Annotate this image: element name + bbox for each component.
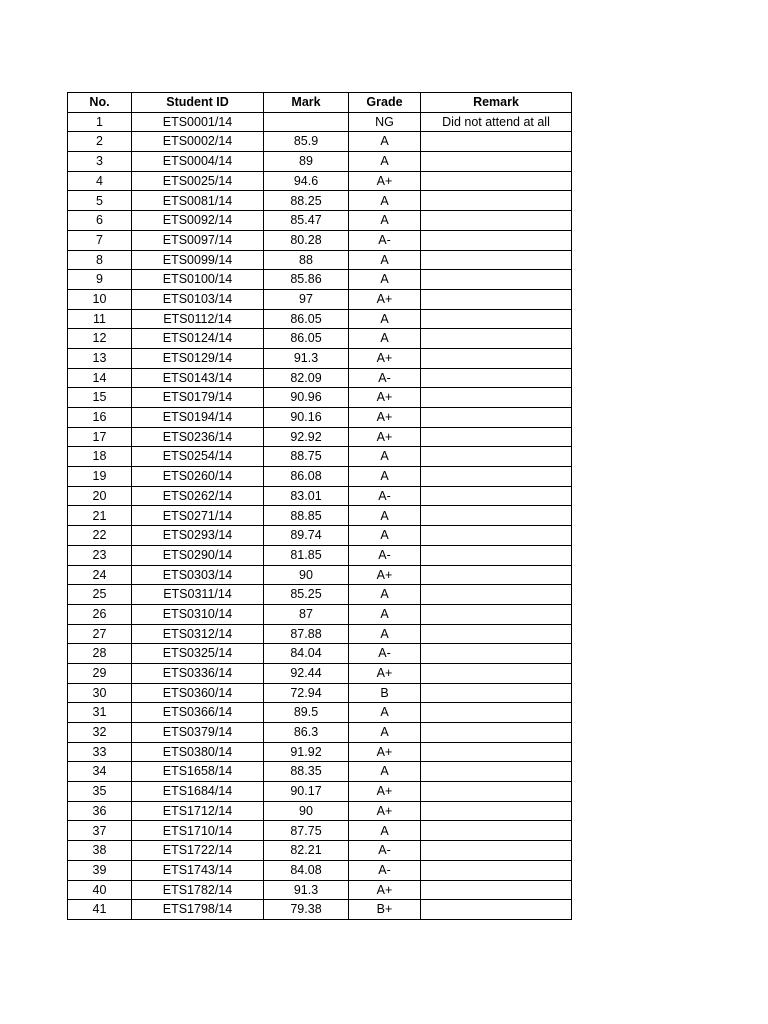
cell-no: 23 [68,545,132,565]
table-row [68,152,572,172]
cell-mark: 79.38 [264,900,349,920]
table-row [68,467,572,487]
cell-student-id: ETS0124/14 [132,329,264,349]
cell-no: 13 [68,348,132,368]
cell-student-id: ETS0103/14 [132,289,264,309]
cell-remark [421,486,572,506]
column-header-no: No. [68,93,132,113]
cell-no: 25 [68,585,132,605]
cell-mark: 86.05 [264,329,349,349]
cell-mark: 88.25 [264,191,349,211]
cell-mark: 84.08 [264,860,349,880]
cell-no: 34 [68,762,132,782]
cell-no: 8 [68,250,132,270]
cell-student-id: ETS0262/14 [132,486,264,506]
cell-grade: A [349,506,421,526]
cell-remark [421,270,572,290]
table-row [68,191,572,211]
cell-remark [421,663,572,683]
cell-remark [421,742,572,762]
table-row [68,860,572,880]
cell-grade: A+ [349,663,421,683]
cell-student-id: ETS0194/14 [132,408,264,428]
cell-grade: A- [349,860,421,880]
cell-mark: 92.44 [264,663,349,683]
cell-student-id: ETS0271/14 [132,506,264,526]
cell-remark [421,230,572,250]
cell-remark [421,427,572,447]
cell-grade: A+ [349,801,421,821]
cell-no: 16 [68,408,132,428]
cell-student-id: ETS0097/14 [132,230,264,250]
cell-mark: 80.28 [264,230,349,250]
table-row [68,900,572,920]
cell-mark [264,112,349,132]
cell-mark: 90 [264,801,349,821]
cell-remark [421,604,572,624]
cell-mark: 83.01 [264,486,349,506]
table-row [68,585,572,605]
cell-no: 20 [68,486,132,506]
table-row [68,250,572,270]
cell-no: 1 [68,112,132,132]
cell-remark [421,447,572,467]
cell-no: 18 [68,447,132,467]
table-row [68,782,572,802]
cell-mark: 85.86 [264,270,349,290]
cell-student-id: ETS0179/14 [132,388,264,408]
cell-no: 22 [68,526,132,546]
cell-remark [421,388,572,408]
table-row [68,289,572,309]
cell-grade: A+ [349,427,421,447]
table-row [68,132,572,152]
cell-student-id: ETS1782/14 [132,880,264,900]
cell-student-id: ETS0099/14 [132,250,264,270]
cell-mark: 86.08 [264,467,349,487]
cell-mark: 86.05 [264,309,349,329]
cell-student-id: ETS0001/14 [132,112,264,132]
grade-sheet [67,92,572,920]
cell-grade: A+ [349,408,421,428]
cell-grade: A+ [349,348,421,368]
cell-grade: A [349,723,421,743]
cell-no: 31 [68,703,132,723]
table-row [68,348,572,368]
cell-student-id: ETS0081/14 [132,191,264,211]
cell-grade: A [349,467,421,487]
table-body [68,112,572,919]
cell-student-id: ETS0325/14 [132,644,264,664]
cell-no: 39 [68,860,132,880]
cell-remark [421,703,572,723]
cell-mark: 82.21 [264,841,349,861]
table-row [68,368,572,388]
cell-grade: B+ [349,900,421,920]
cell-mark: 84.04 [264,644,349,664]
table-row [68,545,572,565]
table-row [68,309,572,329]
cell-mark: 94.6 [264,171,349,191]
cell-mark: 91.3 [264,348,349,368]
table-row [68,841,572,861]
cell-mark: 91.92 [264,742,349,762]
cell-grade: A- [349,545,421,565]
cell-remark [421,723,572,743]
cell-student-id: ETS0290/14 [132,545,264,565]
cell-student-id: ETS1658/14 [132,762,264,782]
table-row [68,880,572,900]
cell-remark [421,250,572,270]
cell-grade: A [349,132,421,152]
cell-grade: A [349,211,421,231]
cell-no: 35 [68,782,132,802]
cell-no: 2 [68,132,132,152]
cell-mark: 81.85 [264,545,349,565]
table-row [68,526,572,546]
cell-grade: A [349,526,421,546]
cell-grade: A [349,703,421,723]
cell-student-id: ETS0311/14 [132,585,264,605]
cell-remark [421,408,572,428]
cell-grade: B [349,683,421,703]
cell-remark [421,211,572,231]
cell-student-id: ETS0360/14 [132,683,264,703]
cell-remark [421,368,572,388]
cell-grade: A [349,250,421,270]
cell-remark [421,506,572,526]
cell-mark: 89 [264,152,349,172]
cell-grade: A+ [349,880,421,900]
cell-remark [421,526,572,546]
cell-no: 37 [68,821,132,841]
cell-mark: 87.75 [264,821,349,841]
cell-remark [421,683,572,703]
cell-remark [421,565,572,585]
cell-student-id: ETS0379/14 [132,723,264,743]
cell-grade: A- [349,368,421,388]
cell-no: 4 [68,171,132,191]
cell-no: 41 [68,900,132,920]
cell-student-id: ETS0112/14 [132,309,264,329]
cell-student-id: ETS1710/14 [132,821,264,841]
cell-grade: A [349,447,421,467]
table-row [68,427,572,447]
table-row [68,565,572,585]
table-row [68,230,572,250]
table-row [68,683,572,703]
cell-no: 21 [68,506,132,526]
cell-mark: 89.5 [264,703,349,723]
table-row [68,408,572,428]
cell-grade: A+ [349,388,421,408]
cell-grade: A [349,329,421,349]
column-header-grade: Grade [349,93,421,113]
cell-grade: A [349,821,421,841]
cell-student-id: ETS1743/14 [132,860,264,880]
cell-no: 14 [68,368,132,388]
table-row [68,112,572,132]
table-row [68,447,572,467]
cell-student-id: ETS0380/14 [132,742,264,762]
cell-no: 7 [68,230,132,250]
table-row [68,703,572,723]
cell-remark [421,152,572,172]
cell-remark [421,191,572,211]
table-row [68,270,572,290]
column-header-remark: Remark [421,93,572,113]
cell-no: 27 [68,624,132,644]
cell-grade: A- [349,486,421,506]
cell-mark: 97 [264,289,349,309]
cell-remark [421,585,572,605]
cell-no: 28 [68,644,132,664]
cell-student-id: ETS1722/14 [132,841,264,861]
cell-no: 5 [68,191,132,211]
cell-no: 3 [68,152,132,172]
cell-mark: 90 [264,565,349,585]
table-row [68,506,572,526]
cell-mark: 85.9 [264,132,349,152]
cell-no: 30 [68,683,132,703]
cell-mark: 72.94 [264,683,349,703]
cell-remark [421,309,572,329]
cell-no: 10 [68,289,132,309]
cell-mark: 90.17 [264,782,349,802]
cell-student-id: ETS0092/14 [132,211,264,231]
cell-student-id: ETS0002/14 [132,132,264,152]
table-row [68,388,572,408]
cell-mark: 82.09 [264,368,349,388]
cell-student-id: ETS0004/14 [132,152,264,172]
cell-remark [421,467,572,487]
cell-remark [421,132,572,152]
cell-mark: 91.3 [264,880,349,900]
cell-remark [421,821,572,841]
cell-no: 11 [68,309,132,329]
cell-grade: A [349,762,421,782]
table-row [68,801,572,821]
cell-student-id: ETS0236/14 [132,427,264,447]
cell-student-id: ETS0100/14 [132,270,264,290]
cell-mark: 87.88 [264,624,349,644]
cell-no: 40 [68,880,132,900]
cell-student-id: ETS0312/14 [132,624,264,644]
cell-remark [421,289,572,309]
column-header-mark: Mark [264,93,349,113]
cell-mark: 86.3 [264,723,349,743]
cell-mark: 88.75 [264,447,349,467]
cell-student-id: ETS0336/14 [132,663,264,683]
table-row [68,821,572,841]
cell-student-id: ETS0293/14 [132,526,264,546]
cell-student-id: ETS0025/14 [132,171,264,191]
table-row [68,486,572,506]
cell-no: 6 [68,211,132,231]
cell-grade: A+ [349,289,421,309]
table-row [68,762,572,782]
cell-grade: A [349,270,421,290]
cell-remark [421,762,572,782]
cell-mark: 85.47 [264,211,349,231]
cell-no: 26 [68,604,132,624]
cell-remark [421,801,572,821]
cell-no: 19 [68,467,132,487]
cell-no: 15 [68,388,132,408]
cell-mark: 90.96 [264,388,349,408]
cell-student-id: ETS1712/14 [132,801,264,821]
cell-grade: A [349,191,421,211]
cell-remark [421,624,572,644]
table-header-row [68,93,572,113]
table-row [68,604,572,624]
cell-grade: NG [349,112,421,132]
cell-grade: A+ [349,742,421,762]
table-row [68,211,572,231]
cell-grade: A+ [349,782,421,802]
cell-student-id: ETS0303/14 [132,565,264,585]
cell-no: 17 [68,427,132,447]
cell-mark: 85.25 [264,585,349,605]
cell-grade: A- [349,230,421,250]
cell-grade: A- [349,841,421,861]
cell-mark: 92.92 [264,427,349,447]
cell-remark [421,329,572,349]
cell-remark [421,171,572,191]
cell-mark: 88.85 [264,506,349,526]
cell-grade: A+ [349,171,421,191]
table-row [68,329,572,349]
cell-mark: 87 [264,604,349,624]
cell-remark [421,348,572,368]
cell-mark: 88.35 [264,762,349,782]
cell-grade: A- [349,644,421,664]
cell-grade: A [349,585,421,605]
cell-remark: Did not attend at all [421,112,572,132]
cell-grade: A [349,624,421,644]
cell-mark: 89.74 [264,526,349,546]
cell-grade: A+ [349,565,421,585]
cell-student-id: ETS0143/14 [132,368,264,388]
cell-remark [421,545,572,565]
cell-remark [421,900,572,920]
grades-table [67,92,572,920]
cell-no: 32 [68,723,132,743]
table-row [68,663,572,683]
cell-student-id: ETS1798/14 [132,900,264,920]
cell-mark: 90.16 [264,408,349,428]
cell-no: 29 [68,663,132,683]
cell-remark [421,841,572,861]
cell-no: 36 [68,801,132,821]
cell-no: 33 [68,742,132,762]
cell-grade: A [349,152,421,172]
cell-student-id: ETS0254/14 [132,447,264,467]
cell-student-id: ETS0366/14 [132,703,264,723]
table-row [68,644,572,664]
cell-student-id: ETS1684/14 [132,782,264,802]
cell-student-id: ETS0129/14 [132,348,264,368]
cell-remark [421,880,572,900]
cell-remark [421,782,572,802]
cell-no: 9 [68,270,132,290]
cell-mark: 88 [264,250,349,270]
cell-student-id: ETS0260/14 [132,467,264,487]
table-row [68,742,572,762]
cell-grade: A [349,604,421,624]
cell-grade: A [349,309,421,329]
table-row [68,624,572,644]
cell-no: 24 [68,565,132,585]
cell-no: 38 [68,841,132,861]
table-row [68,723,572,743]
cell-remark [421,644,572,664]
table-row [68,171,572,191]
cell-student-id: ETS0310/14 [132,604,264,624]
column-header-student-id: Student ID [132,93,264,113]
cell-no: 12 [68,329,132,349]
cell-remark [421,860,572,880]
